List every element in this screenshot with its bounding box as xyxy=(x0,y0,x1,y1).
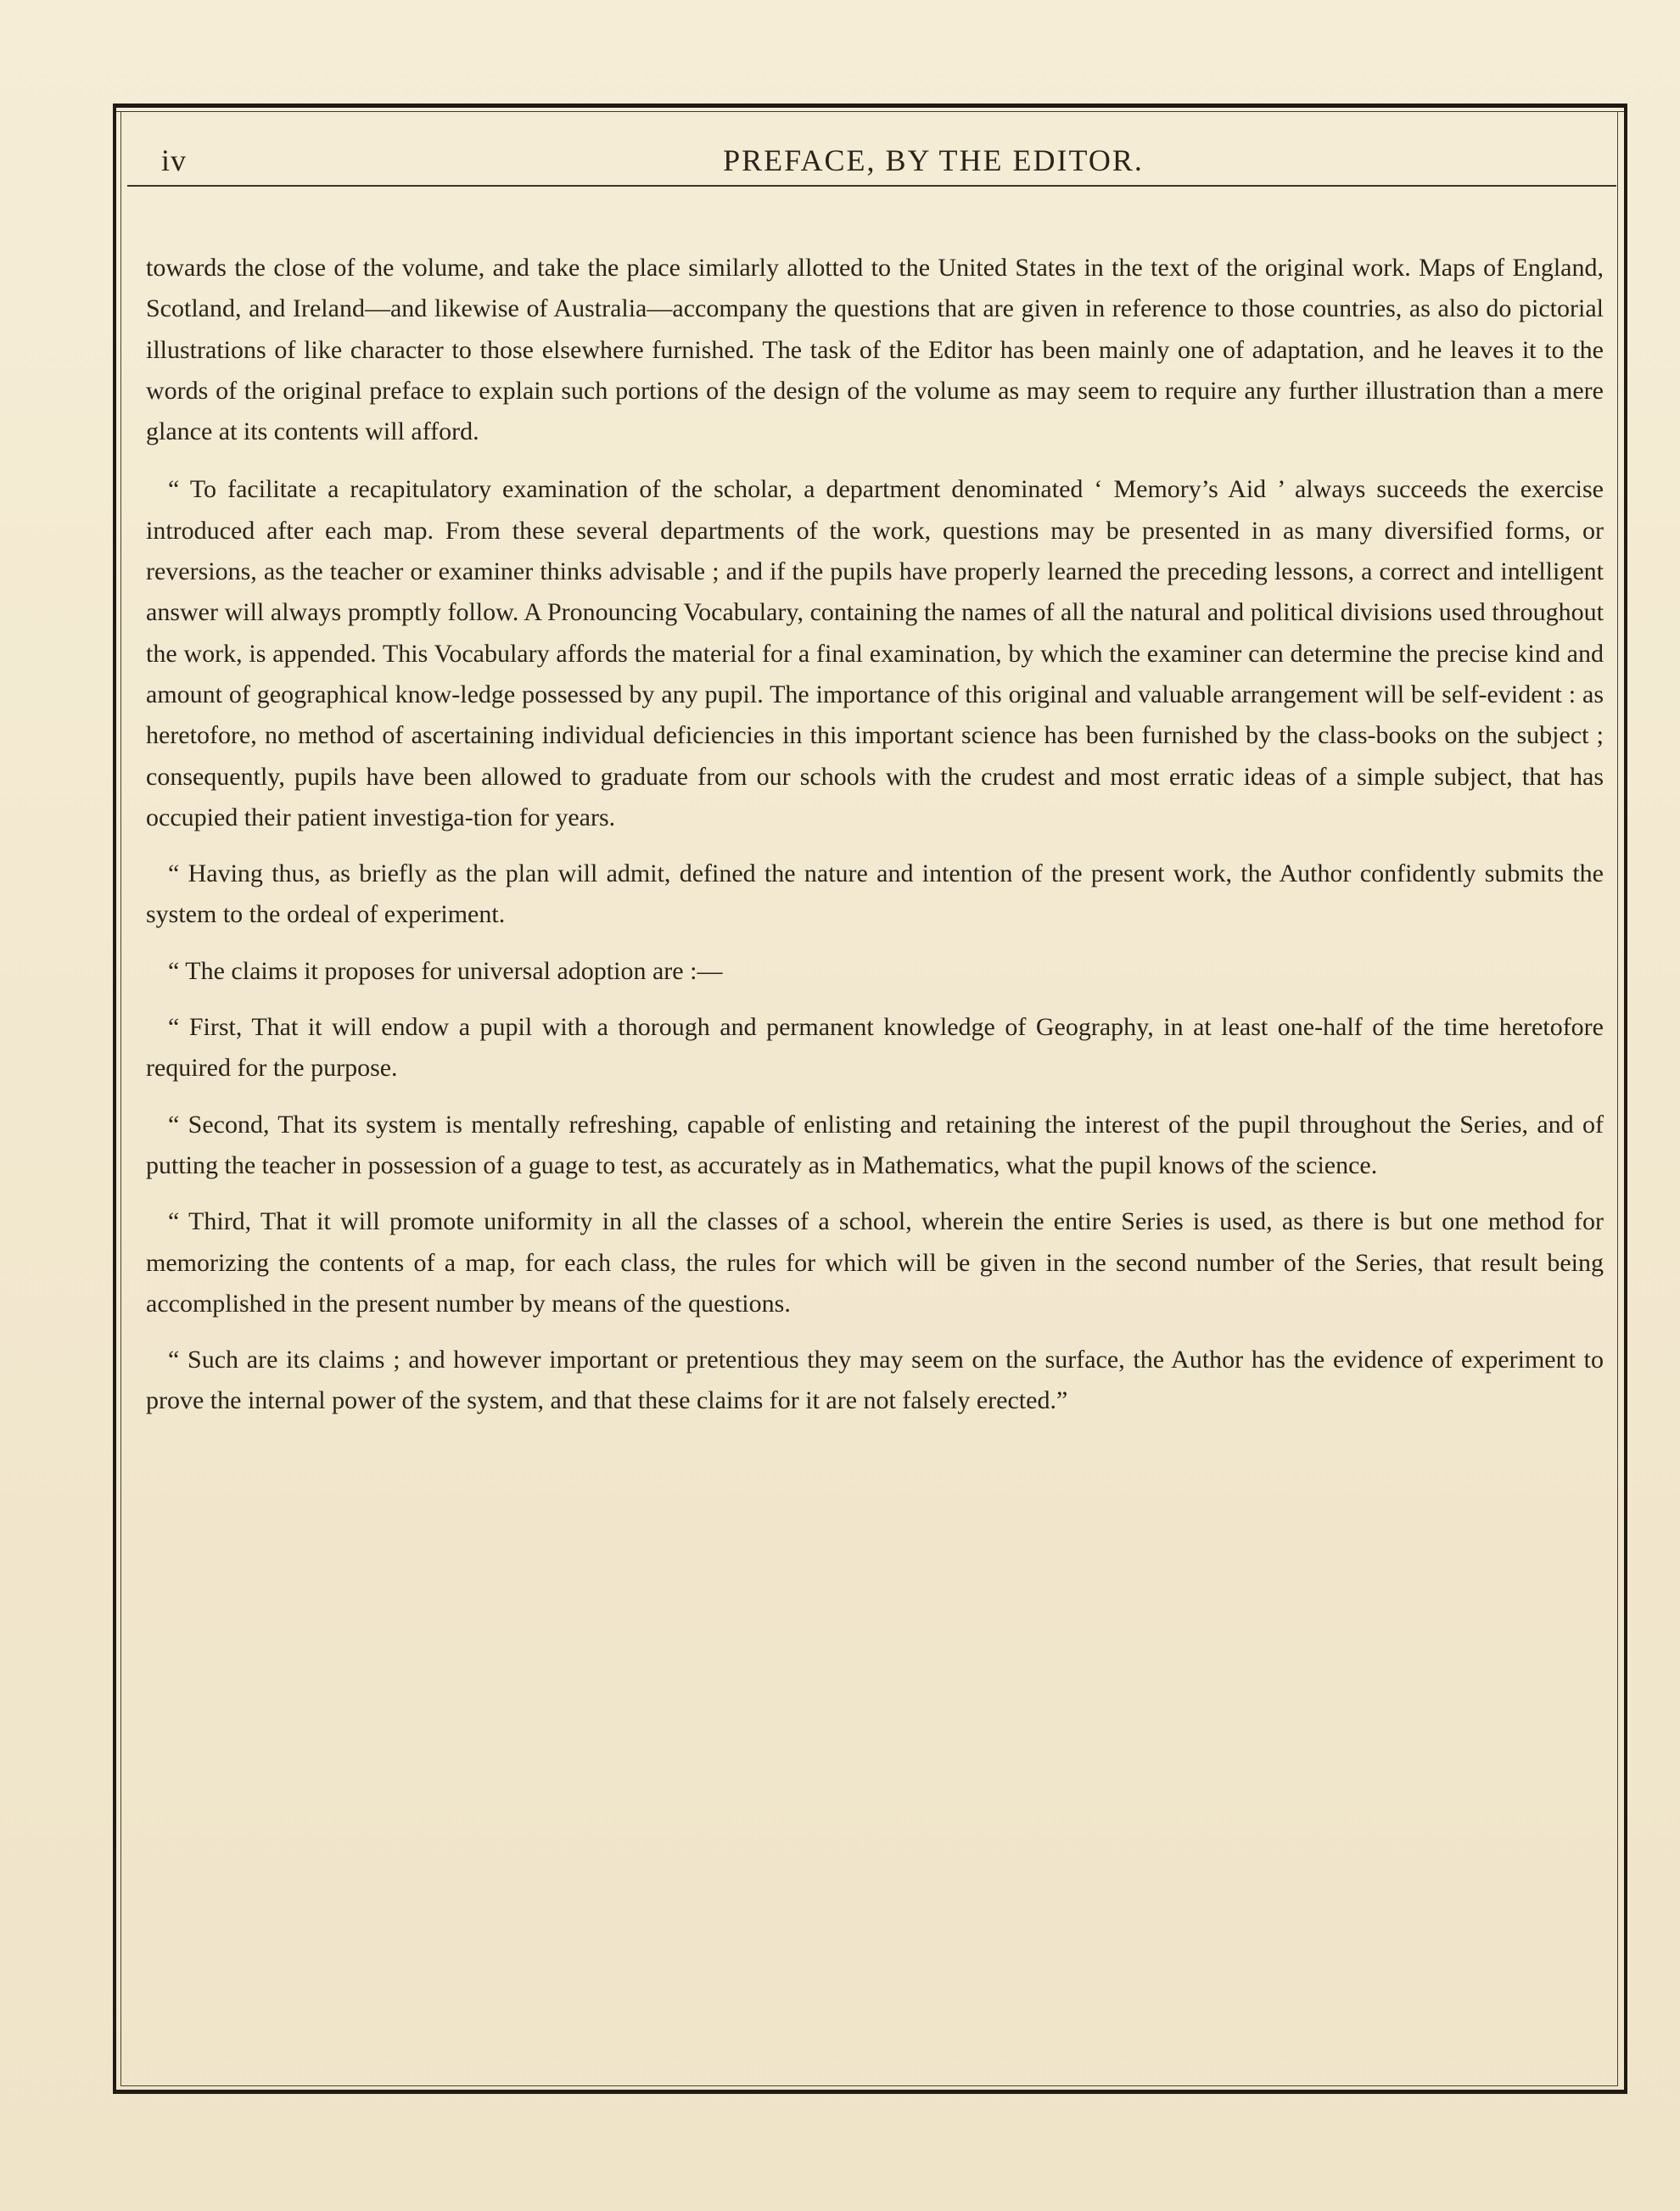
paragraph-claims: “ The claims it proposes for universal adoption are :— xyxy=(168,956,723,985)
paragraph-such-are: “ Such are its claims ; and however important or pretentious they may seem on the surface, the Author has the evidence of experiment to prove the internal power of the system, and that these claims for it are not falsely erected.” xyxy=(146,1346,1604,1415)
frame-bottom-border xyxy=(113,2090,1627,2094)
paragraph-having-thus: “ Having thus, as briefly as the plan will admit, defined the nature and intention of the present work, the Author confidently submits the system to the ordeal of experiment. xyxy=(146,859,1604,929)
paragraph-first: “ First, That it will endow a pupil with a thorough and permanent knowledge of Geography, in at least one-half of the time heretofore required for the purpose. xyxy=(146,1013,1604,1083)
frame-left-border xyxy=(113,104,116,2093)
frame-left-inner-rule xyxy=(120,111,121,2086)
paragraph-second: “ Second, That its system is mentally refreshing, capable of enlisting and retaining the interest of the pupil throughout the Series, and of putting the teacher in possession of a guage to test, as accurately as in Mathematics, what the pupil knows of the science. xyxy=(146,1110,1604,1179)
paragraph-recapitulation: “ To facilitate a recapitulatory examination of the scholar, a department denominated ‘ Memory’s Aid ’ always succeeds the exercise introduced after each map. From these several departments of the work, questions may be presented in as many diversified forms, or reversions, as the teacher or examiner thinks advisable ; and if the pupils have properly learned the preceding lessons, a correct and intelligent answer will always promptly follow. A Pronouncing Vocabulary, containing the names of all the natural and political divisions used throughout the work, is appended. This Vocabulary affords the material for a final examination, by which the examiner can determine the precise kind and amount of geographical know-ledge possessed by any pupil. The importance of this original and valuable arrangement will be self-evident : as heretofore, no method of ascertaining individual deficiencies in this important science has been furnished by the class-books on the subject ; consequently, pupils have been allowed to graduate from our schools with the crudest and most erratic ideas of a simple subject, that has occupied their patient investiga-tion for years. xyxy=(146,475,1604,831)
body-text xyxy=(146,248,1604,1422)
frame-right-border xyxy=(1624,104,1627,2093)
running-head: PREFACE, BY THE EDITOR. xyxy=(723,143,1144,177)
frame-top-inner-rule xyxy=(113,111,1627,112)
header-rule xyxy=(127,185,1616,187)
frame-right-inner-rule xyxy=(1617,111,1618,2086)
page-number: iv xyxy=(161,143,188,177)
paragraph-continuation: towards the close of the volume, and take the place similarly allotted to the United States in the text of the original work. Maps of England, Scotland, and Ireland—and likewise of Australia—accompany the questions that are given in reference to those countries, as also do pictorial illustrations of like character to those elsewhere furnished. The task of the Editor has been mainly one of adaptation, and he leaves it to the words of the original preface to explain such portions of the design of the volume as may seem to require any further illustration than a mere glance at its contents will afford. xyxy=(146,254,1604,446)
frame-bottom-inner-rule xyxy=(120,2085,1618,2086)
frame-top-border xyxy=(113,104,1627,108)
paragraph-third: “ Third, That it will promote uniformity in all the classes of a school, wherein the entire Series is used, as there is but one method for memorizing the contents of a map, for each class, the rules for which will be given in the second number of the Series, that result being accomplished in the present number by means of the questions. xyxy=(146,1207,1604,1318)
